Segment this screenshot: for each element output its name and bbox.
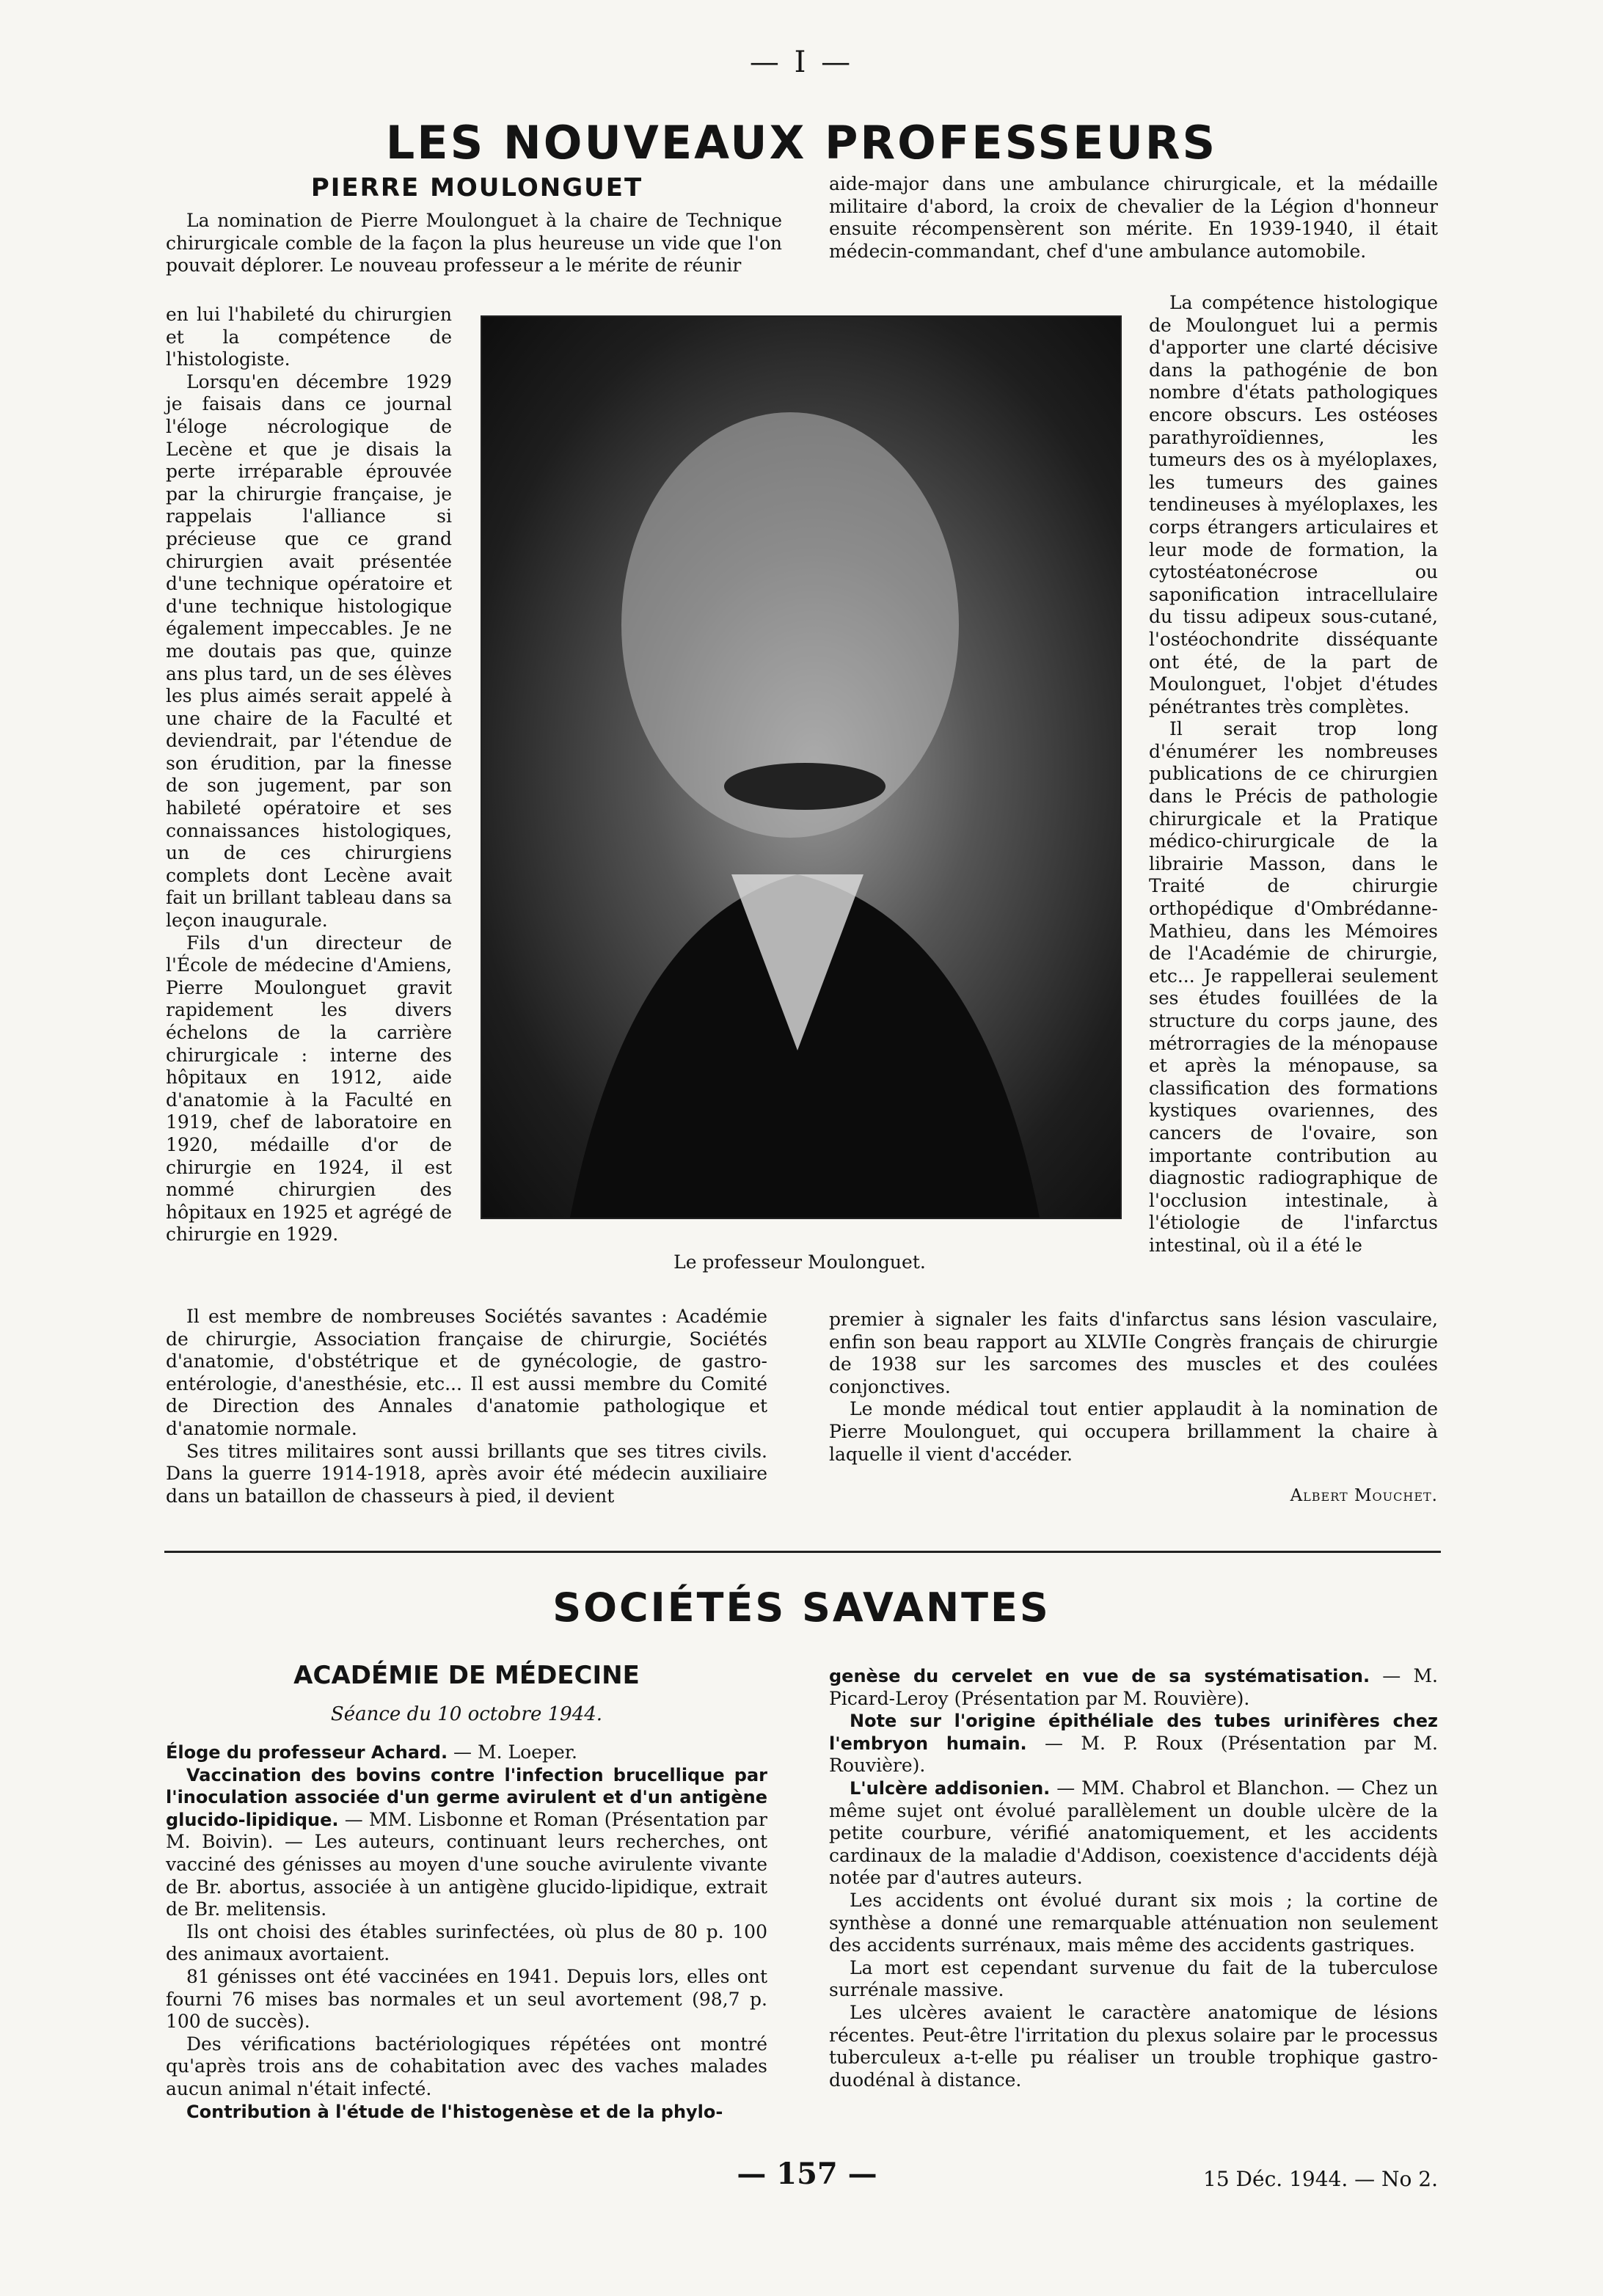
- entry-title: Vaccination des bovins contre l'infection brucellique par l'inoculation associée d'un germe avirulent et d'un antigène glucido-lipidique.: [166, 1764, 767, 1830]
- paragraph: aide-major dans une ambulance chirurgicale, et la médaille militaire d'abord, la croix de chevalier de la Légion d'honneur ensuite récompensèrent son mérite. En 1939-1940, il était médecin-commandant, chef d'une ambulance automobile.: [829, 173, 1438, 262]
- academy-right-column: [829, 1665, 1438, 2091]
- entry-text: Les ulcères avaient le caractère anatomique de lésions récentes. Peut-être l'irritation du plexus solaire par le processus tuberculeux a-t-elle pu réaliser un trouble trophique gastro-duodénal à distance.: [829, 2001, 1438, 2091]
- right-top-column: [829, 173, 1438, 263]
- section-subtitle: ACADÉMIE DE MÉDECINE: [293, 1661, 640, 1690]
- entry-text: 81 génisses ont été vaccinées en 1941. Depuis lors, elles ont fourni 76 mises bas normales et un seul avortement (98,7 p. 100 de succès).: [166, 1965, 767, 2033]
- entry-title: genèse du cervelet en vue de sa systématisation.: [829, 1666, 1370, 1686]
- section-divider: [164, 1551, 1441, 1553]
- article-intro: [166, 210, 782, 277]
- left-bottom-column: [166, 1306, 767, 1507]
- author-signature: Albert Mouchet.: [1290, 1486, 1438, 1505]
- entry-text: — MM. Lisbonne et Roman (Présentation par M. Boivin). — Les auteurs, continuant leurs recherches, ont vacciné des génisses au moyen d'une souche avirulente vivante de Br. abortus, associée à un antigène glucido-lipidique, extrait de Br. melitensis.: [166, 1808, 767, 1920]
- session-date: Séance du 10 octobre 1944.: [330, 1703, 603, 1725]
- entry: [166, 2033, 767, 2101]
- page-number: — 157 —: [737, 2157, 877, 2191]
- entry: [166, 2101, 767, 2124]
- article-subtitle: PIERRE MOULONGUET: [310, 173, 643, 202]
- page-title: LES NOUVEAUX PROFESSEURS: [385, 116, 1218, 169]
- entry-text: Ils ont choisi des étables surinfectées, où plus de 80 p. 100 des animaux avortaient.: [166, 1920, 767, 1965]
- entry-text: — M. Loeper.: [448, 1741, 577, 1763]
- entry-text: — M. P. Roux (Présentation par M. Rouvière).: [829, 1732, 1438, 1777]
- paragraph: Il est membre de nombreuses Sociétés savantes : Académie de chirurgie, Association française de chirurgie, Sociétés d'anatomie, d'obstétrique et de gynécologie, de gastro-entérologie, d'anesthésie, etc... Il est aussi membre du Comité de Direction des Annales d'anatomie pathologique et d'anatomie normale.: [166, 1306, 767, 1439]
- entry: [166, 1966, 767, 2033]
- paragraph: premier à signaler les faits d'infarctus sans lésion vasculaire, enfin son beau rapport au XLVIIe Congrès français de chirurgie de 1938 sur les sarcomes des muscles et des coulées conjonctives.: [829, 1309, 1438, 1397]
- paragraph: Lorsqu'en décembre 1929 je faisais dans ce journal l'éloge nécrologique de Lecène et que je disais la perte irréparable éprouvée par la chirurgie française, je rappelais l'alliance si précieuse que ce grand chirurgien avait présentée d'une technique opératoire et d'une technique histologique également impeccables. Je ne me doutais pas que, quinze ans plus tard, un de ses élèves les plus aimés serait appelé à une chaire de la Faculté et deviendrait, par l'étendue de son érudition, par la finesse de son jugement, par son habileté opératoire et ses connaissances histologiques, un de ces chirurgiens complets dont Lecène avait fait un brillant tableau dans sa leçon inaugurale.: [166, 370, 452, 932]
- entry-text: Les accidents ont évolué durant six mois ; la cortine de synthèse a donné une remarquable atténuation non seulement des accidents surrénaux, mais même des accidents gastriques.: [829, 1889, 1438, 1956]
- issue-date: 15 Déc. 1944. — No 2.: [1203, 2167, 1438, 2191]
- portrait-photo: [481, 315, 1122, 1219]
- paragraph: en lui l'habileté du chirurgien et la compétence de l'histologiste.: [166, 304, 452, 370]
- entry-title: Note sur l'origine épithéliale des tubes urinifères chez l'embryon humain.: [829, 1711, 1438, 1754]
- entry: [829, 1710, 1438, 1777]
- entry: [829, 1890, 1438, 1957]
- paragraph: La compétence histologique de Moulonguet lui a permis d'apporter une clarté décisive dans la pathogénie de bon nombre d'états pathologiques encore obscurs. Les ostéoses parathyroïdiennes, les tumeurs des os à myéloplaxes, les tumeurs des gaines tendineuses à myéloplaxes, les corps étrangers articulaires et leur mode de formation, la cytostéatonécrose ou saponification intracellulaire du tissu adipeux sous-cutané, l'ostéochondrite disséquante ont été, de la part de Moulonguet, l'objet d'études pénétrantes très complètes.: [1149, 292, 1438, 717]
- entry: [829, 2002, 1438, 2091]
- entry-title: L'ulcère addisonien.: [850, 1777, 1051, 1799]
- entry-title: Éloge du professeur Achard.: [166, 1742, 448, 1763]
- entry: [166, 1921, 767, 1966]
- left-narrow-column: [166, 304, 452, 1246]
- entry-title: Contribution à l'étude de l'histogenèse et de la phylo-: [186, 2101, 723, 2122]
- right-narrow-column: [1149, 292, 1438, 1257]
- portrait-silhouette: [482, 317, 1120, 1218]
- top-folio: — I —: [749, 45, 854, 79]
- entry-text: Des vérifications bactériologiques répétées ont montré qu'après trois ans de cohabitation avec des vaches malades aucun animal n'était infecté.: [166, 2033, 767, 2099]
- entry-text: — MM. Chabrol et Blanchon. — Chez un même sujet ont évolué parallèlement un double ulcère de la petite courbure, vérifié anatomiquement, et les accidents cardinaux de la maladie d'Addison, coexistence d'accidents déjà notée par d'autres auteurs.: [829, 1777, 1438, 1889]
- entry: [166, 1764, 767, 1921]
- entry: [166, 1741, 767, 1764]
- paragraph: Fils d'un directeur de l'École de médecine d'Amiens, Pierre Moulonguet gravit rapidement les divers échelons de la carrière chirurgicale : interne des hôpitaux en 1912, aide d'anatomie à la Faculté en 1919, chef de laboratoire en 1920, médaille d'or de chirurgie en 1924, il est nommé chirurgien des hôpitaux en 1925 et agrégé de chirurgie en 1929.: [166, 932, 452, 1246]
- photo-caption: Le professeur Moulonguet.: [673, 1251, 926, 1273]
- paragraph: Il serait trop long d'énumérer les nombreuses publications de ce chirurgien dans le Précis de pathologie chirurgicale et la Pratique médico-chirurgicale de la librairie Masson, dans le Traité de chirurgie orthopédique d'Ombrédanne-Mathieu, dans les Mémoires de l'Académie de chirurgie, etc... Je rappellerai seulement ses études fouillées de la structure du corps jaune, des métrorragies de la ménopause et après la ménopause, sa classification des formations kystiques ovariennes, des cancers de l'ovaire, son importante contribution au diagnostic radiographique de l'occlusion intestinale, à l'étiologie de l'infarctus intestinal, où il a été le: [1149, 718, 1438, 1256]
- entry-text: — M. Picard-Leroy (Présentation par M. Rouvière).: [829, 1665, 1438, 1709]
- entry-text: La mort est cependant survenue du fait de la tuberculose surrénale massive.: [829, 1956, 1438, 2001]
- right-bottom-column: [829, 1309, 1438, 1466]
- entry: [829, 1957, 1438, 2002]
- academy-left-column: [166, 1741, 767, 2123]
- entry: [829, 1777, 1438, 1890]
- entry: [829, 1665, 1438, 1710]
- intro-paragraph: La nomination de Pierre Moulonguet à la chaire de Technique chirurgicale comble de la façon la plus heureuse un vide que l'on pouvait déplorer. Le nouveau professeur a le mérite de réunir: [166, 210, 782, 277]
- section-title: SOCIÉTÉS SAVANTES: [552, 1584, 1051, 1631]
- paragraph: Ses titres militaires sont aussi brillants que ses titres civils. Dans la guerre 1914-1918, après avoir été médecin auxiliaire dans un bataillon de chasseurs à pied, il devient: [166, 1440, 767, 1507]
- paragraph: Le monde médical tout entier applaudit à la nomination de Pierre Moulonguet, qui occupera brillamment la chaire à laquelle il vient d'accéder.: [829, 1398, 1438, 1465]
